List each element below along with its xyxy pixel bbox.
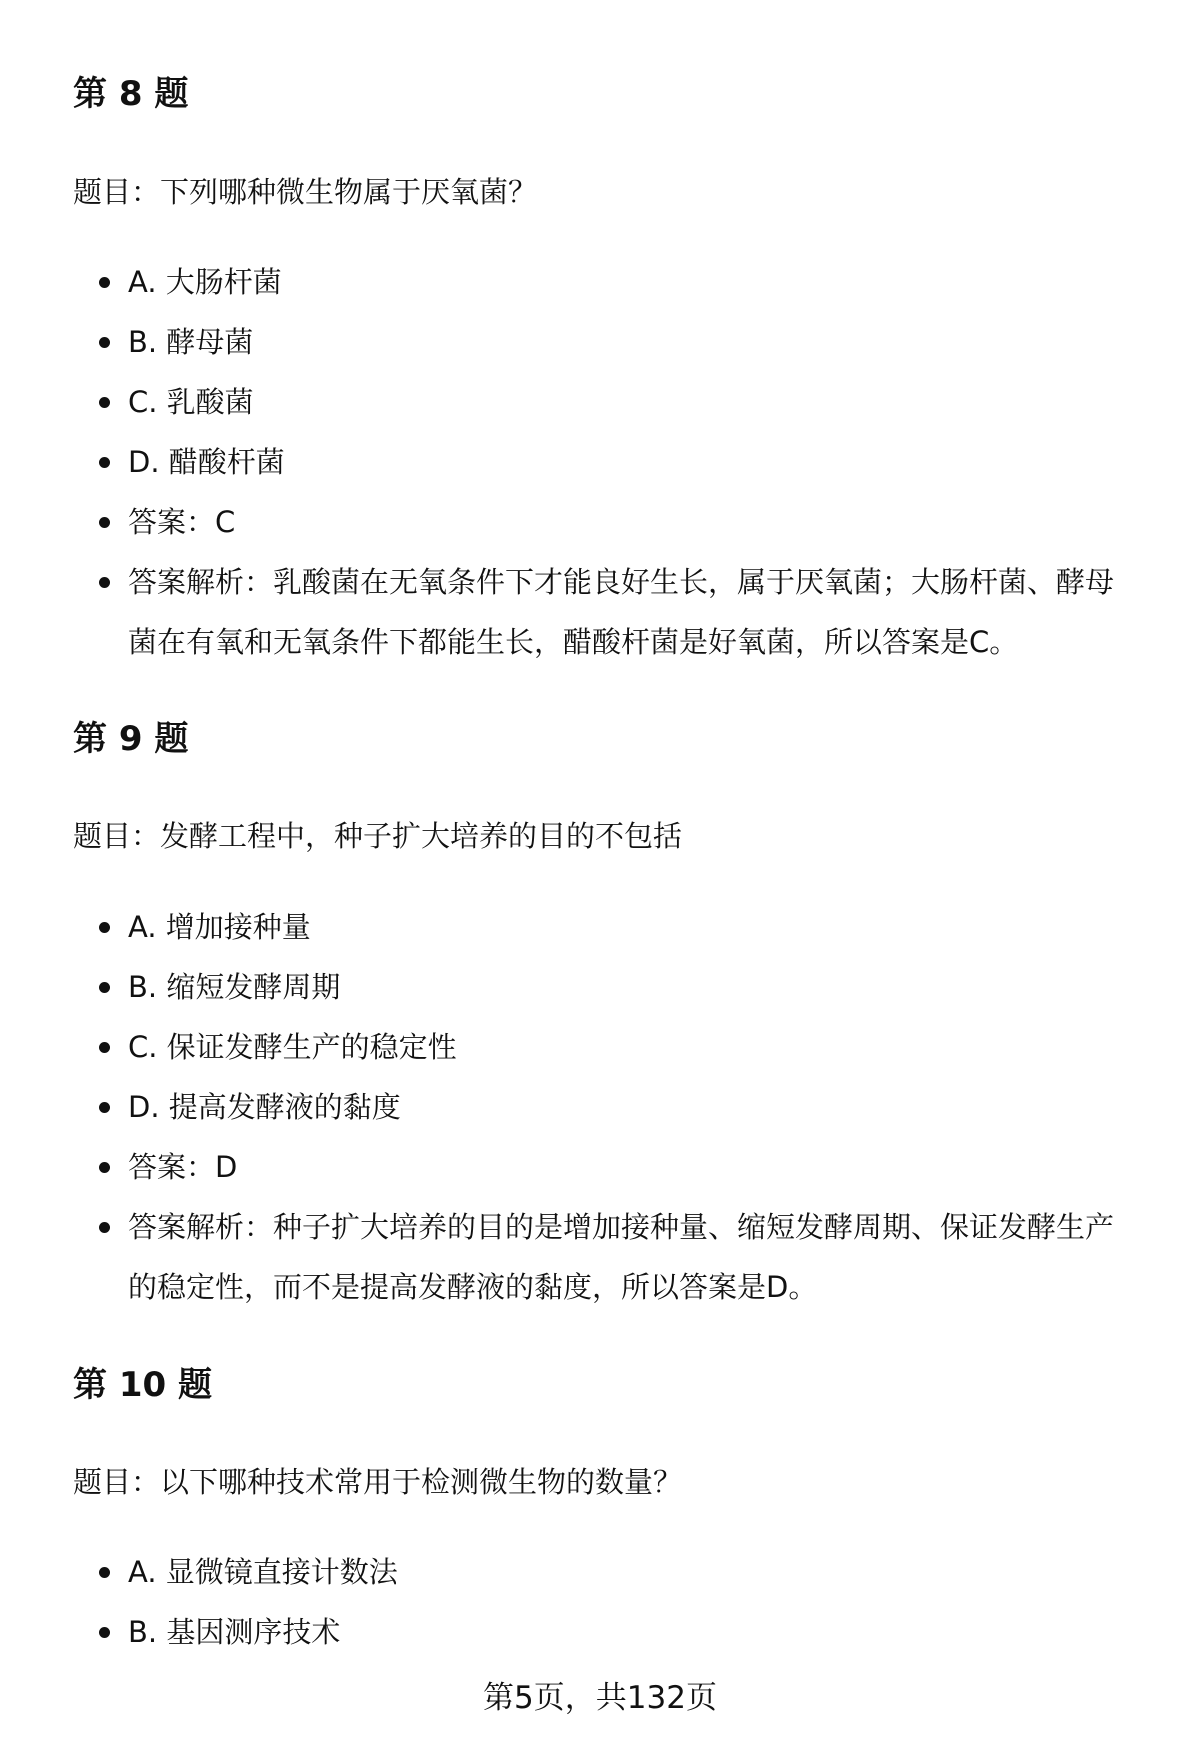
option-d: D. 醋酸杆菌	[0, 432, 1200, 492]
question-10-stem: 题目：以下哪种技术常用于检测微生物的数量？	[73, 1465, 683, 1499]
bullet-icon	[99, 1162, 110, 1173]
answer-explanation: 答案解析：乳酸菌在无氧条件下才能良好生长，属于厌氧菌；大肠杆菌、酵母菌在有氧和无氧条件下都能生长，醋酸杆菌是好氧菌，所以答案是C。	[0, 552, 1200, 672]
question-9-options	[0, 897, 1200, 1317]
option-b: B. 基因测序技术	[0, 1602, 1200, 1662]
option-d: D. 提高发酵液的黏度	[0, 1077, 1200, 1137]
bullet-icon	[99, 577, 110, 588]
bullet-icon	[99, 1222, 110, 1233]
bullet-icon	[99, 457, 110, 468]
bullet-icon	[99, 1567, 110, 1578]
option-a: A. 显微镜直接计数法	[0, 1542, 1200, 1602]
answer: 答案：C	[0, 492, 1200, 552]
question-8-stem: 题目：下列哪种微生物属于厌氧菌？	[73, 175, 538, 209]
page-footer: 第5页，共132页	[483, 1680, 717, 1716]
bullet-icon	[99, 517, 110, 528]
question-10-options	[0, 1542, 1200, 1662]
answer: 答案：D	[0, 1137, 1200, 1197]
bullet-icon	[99, 922, 110, 933]
question-9-title: 第 9 题	[73, 719, 189, 759]
option-a: A. 增加接种量	[0, 897, 1200, 957]
answer-explanation: 答案解析：种子扩大培养的目的是增加接种量、缩短发酵周期、保证发酵生产的稳定性，而不是提高发酵液的黏度，所以答案是D。	[0, 1197, 1200, 1317]
bullet-icon	[99, 1042, 110, 1053]
bullet-icon	[99, 277, 110, 288]
question-9-stem: 题目：发酵工程中，种子扩大培养的目的不包括	[73, 819, 683, 853]
question-10-title: 第 10 题	[73, 1365, 212, 1405]
option-a: A. 大肠杆菌	[0, 252, 1200, 312]
bullet-icon	[99, 337, 110, 348]
option-b: B. 酵母菌	[0, 312, 1200, 372]
option-c: C. 乳酸菌	[0, 372, 1200, 432]
question-8-title: 第 8 题	[73, 74, 189, 114]
question-8-options	[0, 252, 1200, 672]
bullet-icon	[99, 1102, 110, 1113]
bullet-icon	[99, 397, 110, 408]
bullet-icon	[99, 1627, 110, 1638]
option-c: C. 保证发酵生产的稳定性	[0, 1017, 1200, 1077]
bullet-icon	[99, 982, 110, 993]
option-b: B. 缩短发酵周期	[0, 957, 1200, 1017]
